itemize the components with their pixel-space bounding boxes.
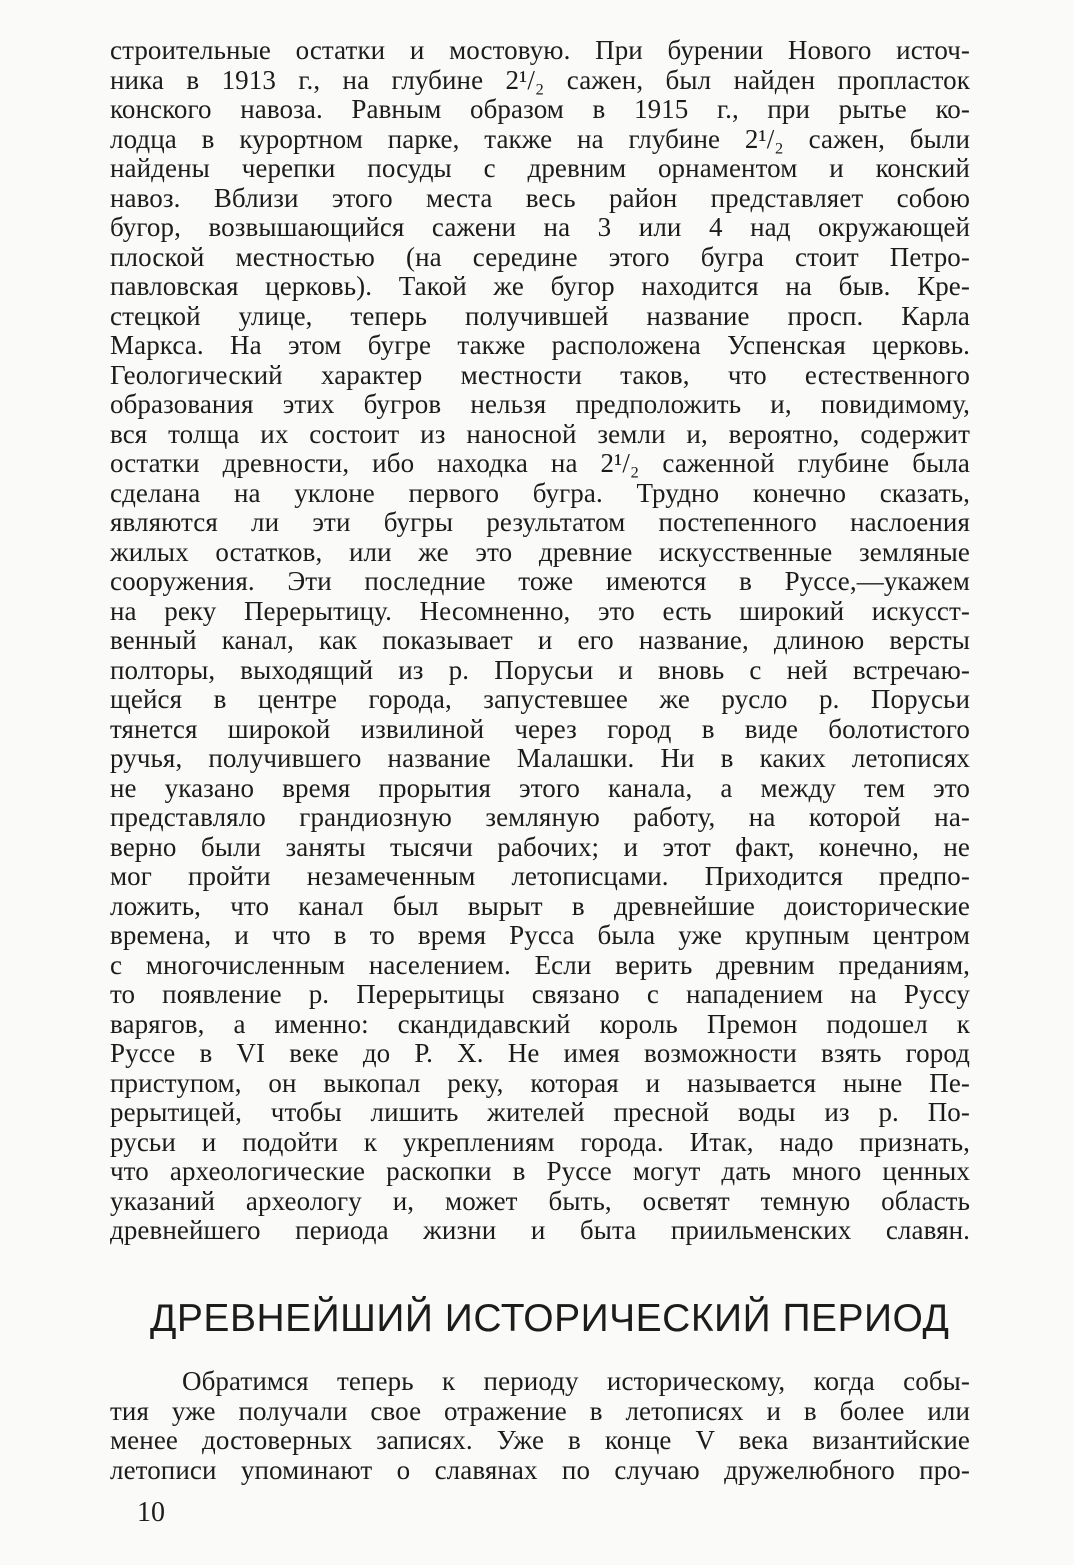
text-line: венный канал, как показывает и его название, длиною версты: [110, 625, 970, 655]
text-line: образования этих бугров нельзя предположить и, повидимому,: [110, 389, 970, 419]
text-line: бугор, возвышающийся сажени на 3 или 4 над окружающей: [110, 212, 970, 242]
text-line: Руссе в VI веке до Р. Х. Не имея возможности взять город: [110, 1038, 970, 1068]
section-heading: ДРЕВНЕЙШИЙ ИСТОРИЧЕСКИЙ ПЕРИОД: [150, 1297, 950, 1340]
text-line: павловская церковь). Такой же бугор находится на быв. Кре-: [110, 271, 970, 301]
text-line: ложить, что канал был вырыт в древнейшие доисторические: [110, 890, 970, 921]
text-line: Геологический характер местности таков, что естественного: [110, 359, 970, 390]
text-line: сооружения. Эти последние тоже имеются в Руссе,—укажем: [110, 566, 970, 596]
text-line: рерытицей, чтобы лишить жителей пресной воды из р. По-: [110, 1097, 970, 1127]
text-line: найдены черепки посуды с древним орнаментом и конский: [110, 153, 970, 183]
text-line: менее достоверных записях. Уже в конце V века византийские: [110, 1425, 970, 1455]
text-line: жилых остатков, или же это древние искусственные земляные: [110, 536, 970, 567]
text-line: тия уже получали свое отражение в летописях и в более или: [110, 1395, 970, 1426]
paragraph-main-text: [110, 36, 970, 1246]
text-line: русьи и подойти к укреплениям города. Итак, надо признать,: [110, 1126, 970, 1157]
text-line: навоз. Вблизи этого места весь район представляет собою: [110, 182, 970, 213]
text-line: с многочисленным населением. Если верить древним преданиям,: [110, 949, 970, 980]
text-line: ника в 1913 г., на глубине 2¹/₂ сажен, был найден пропласток: [110, 64, 970, 95]
text-line: не указано время прорытия этого канала, а между тем это: [110, 772, 970, 803]
text-line: приступом, он выкопал реку, которая и называется ныне Пе-: [110, 1067, 970, 1098]
text-line: тянется широкой извилиной через город в виде болотистого: [110, 713, 970, 744]
text-line: лодца в курортном парке, также на глубине 2¹/₂ сажен, были: [110, 123, 970, 154]
text-line: то появление р. Перерытицы связано с нападением на Руссу: [110, 979, 970, 1009]
text-line: ручья, получившего название Малашки. Ни в каких летописях: [110, 743, 970, 773]
text-line: вся толща их состоит из наносной земли и, вероятно, содержит: [110, 418, 970, 449]
text-line: летописи упоминают о славянах по случаю дружелюбного про-: [110, 1454, 970, 1485]
text-line: времена, и что в то время Русса была уже крупным центром: [110, 920, 970, 950]
text-line: являются ли эти бугры результатом постепенного наслоения: [110, 507, 970, 537]
text-line: плоской местностью (на середине этого бугра стоит Петро-: [110, 241, 970, 272]
text-line: на реку Перерытицу. Несомненно, это есть широкий искусст-: [110, 595, 970, 626]
text-line: указаний археологу и, может быть, осветят темную область: [110, 1185, 970, 1216]
text-line: остатки древности, ибо находка на 2¹/₂ саженной глубине была: [110, 448, 970, 478]
text-line: верно были заняты тысячи рабочих; и этот факт, конечно, не: [110, 831, 970, 862]
text-line: представляло грандиозную земляную работу, на которой на-: [110, 802, 970, 832]
text-line: Обратимся теперь к периоду историческому, когда собы-: [182, 1366, 970, 1396]
text-line: что археологические раскопки в Руссе могут дать много ценных: [110, 1156, 970, 1186]
text-line: строительные остатки и мостовую. При бурении Нового источ-: [110, 35, 970, 65]
text-line: варягов, а именно: скандидавский король Премон подошел к: [110, 1008, 970, 1039]
text-line: щейся в центре города, запустевшее же русло р. Порусьи: [110, 684, 970, 714]
paragraph-section-text: [110, 1367, 970, 1485]
text-line: Маркса. На этом бугре также расположена Успенская церковь.: [110, 330, 970, 360]
page-number: 10: [137, 1497, 165, 1528]
text-line: полторы, выходящий из р. Порусьи и вновь с ней встречаю-: [110, 654, 970, 685]
text-line: сделана на уклоне первого бугра. Трудно конечно сказать,: [110, 477, 970, 508]
text-line: древнейшего периода жизни и быта приильменских славян.: [110, 1215, 970, 1245]
text-line: стецкой улице, теперь получившей название просп. Карла: [110, 300, 970, 331]
text-line: конского навоза. Равным образом в 1915 г., при рытье ко-: [110, 94, 970, 124]
text-line: мог пройти незамеченным летописцами. Приходится предпо-: [110, 861, 970, 891]
